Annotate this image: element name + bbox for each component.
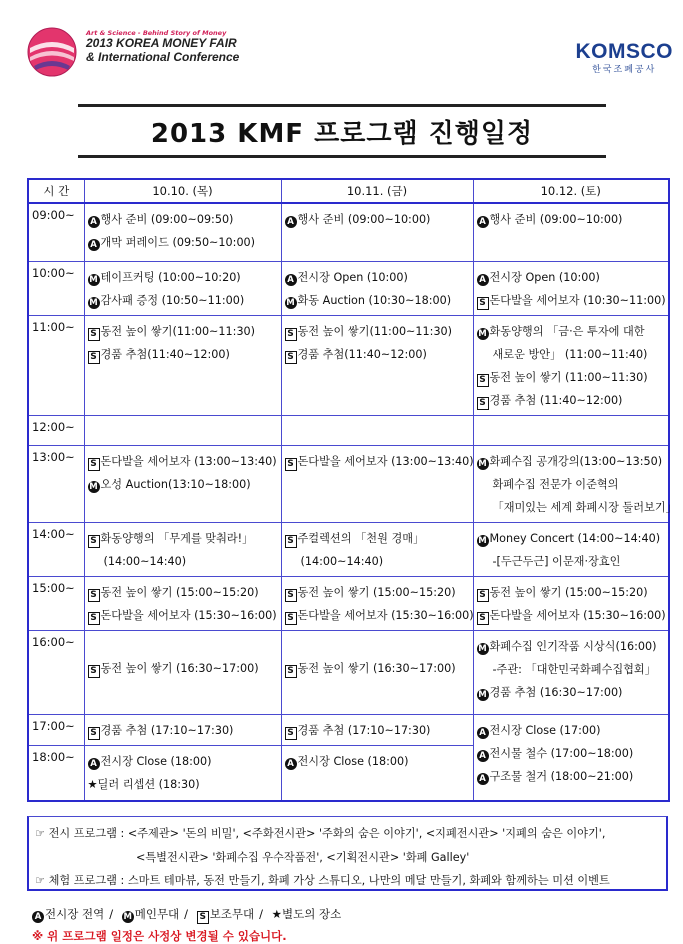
event-cell-d3 (473, 445, 677, 522)
sub-stage-marker-icon: S (88, 589, 100, 602)
event-item (477, 635, 666, 658)
title-box (78, 104, 606, 158)
legend-sub-stage: 보조무대 (209, 907, 255, 921)
event-text: 돈다발을 세어보자 (10:30~11:00) (489, 293, 666, 307)
event-text: 화폐수집 공개강의(13:00~13:50) (489, 454, 663, 468)
time-cell: 17:00~ (28, 714, 84, 745)
event-text: 경품 추첨 (11:40~12:00) (489, 393, 623, 407)
event-text: 화동양행의 「금·은 투자에 대한 (489, 324, 645, 338)
fair-title-line2: & International Conference (86, 50, 240, 65)
event-text: 경품 추첨 (17:10~17:30) (297, 723, 431, 737)
event-item (285, 208, 470, 231)
event-text: 전시장 Close (17:00) (489, 723, 601, 737)
sub-stage-marker-icon: S (285, 351, 297, 364)
event-item (88, 550, 278, 573)
event-cell-d1 (84, 315, 281, 415)
event-text: Money Concert (14:00~14:40) (489, 531, 661, 545)
event-cell-d3 (473, 522, 669, 576)
event-item (88, 343, 278, 366)
main-stage-marker-icon: M (286, 297, 295, 308)
event-text: 돈다발을 세어보자 (15:30~16:00) (489, 608, 666, 622)
sub-stage-marker-icon: S (88, 612, 100, 625)
event-text: 행사 준비 (09:00~10:00) (489, 213, 623, 226)
event-cell-d3 (473, 261, 669, 315)
sub-stage-marker-icon: S (477, 374, 489, 387)
event-cell-d3 (473, 630, 669, 714)
event-cell-d1 (84, 630, 281, 714)
event-cell-d2 (281, 576, 473, 630)
table-header-row (28, 179, 669, 203)
komsco-wordmark: KOMSCO (575, 40, 673, 63)
event-text: 돈다발을 세어보자 (15:30~16:00) (297, 608, 474, 622)
event-item (477, 473, 666, 496)
note-exhibition-cont: <특별전시관> '화폐수집 우수작품전', <기획전시관> '화폐 Galley' (136, 851, 470, 864)
event-item (285, 343, 470, 366)
header-day1: 10.10. (목) (84, 179, 281, 203)
legend-separate-place: ★별도의 장소 (271, 907, 342, 921)
event-item (477, 742, 666, 765)
event-item (88, 719, 278, 742)
schedule-change-warning: ※ 위 프로그램 일정은 사정상 변경될 수 있습니다. (32, 929, 287, 943)
event-text: 경품 추첨 (17:10~17:30) (100, 723, 234, 737)
schedule-body (28, 203, 677, 801)
event-cell-d1 (84, 203, 281, 261)
event-cell-d2 (281, 315, 473, 415)
event-item (477, 289, 666, 312)
event-text: 구조물 철거 (18:00~21:00) (489, 769, 634, 783)
event-text: 돈다발을 세어보자 (15:30~16:00) (100, 608, 277, 622)
event-cell-d2 (281, 630, 473, 714)
title-rule-top (78, 104, 606, 107)
sub-stage-marker-icon: S (285, 665, 297, 678)
event-text: -주관: 「대한민국화폐수집협회」 (492, 662, 656, 676)
event-text: 새로운 방안」 (11:00~11:40) (492, 347, 648, 361)
event-item (477, 266, 666, 289)
sub-stage-marker-icon: S (477, 589, 489, 602)
event-cell-d2 (281, 445, 473, 522)
event-cell-d1 (84, 445, 281, 522)
note-exhibition: ☞ 전시 프로그램 : <주제관> '돈의 비밀', <주화전시관> '주화의 숨은 이야기', <지폐전시관> '지폐의 숨은 이야기', (35, 827, 606, 840)
event-cell-d2 (281, 261, 473, 315)
komsco-korean-name: 한국조폐공사 (592, 65, 657, 75)
time-cell: 09:00~ (28, 203, 84, 261)
legend-all-area: 전시장 전역 (45, 907, 105, 921)
header-time: 시 간 (28, 179, 84, 203)
event-text: 전시장 Open (10:00) (297, 270, 408, 284)
area-all-marker-icon: A (477, 216, 489, 228)
event-text: 주컬렉션의 「천원 경매」 (297, 531, 425, 545)
event-item (285, 320, 470, 343)
event-item (477, 658, 666, 681)
time-cell: 18:00~ (28, 745, 84, 801)
event-text: 돈다발을 세어보자 (13:00~13:40) (100, 454, 277, 468)
event-item (477, 550, 666, 573)
event-cell-d1 (84, 415, 281, 445)
event-text: 동전 높이 쌓기 (16:30~17:00) (100, 661, 259, 675)
fair-title-line1: 2013 KOREA MONEY FAIR (86, 36, 237, 51)
sub-stage-marker-icon: S (88, 665, 100, 678)
event-item (88, 581, 278, 604)
event-item (285, 604, 474, 627)
sub-stage-marker-icon: S (285, 589, 297, 602)
event-item (88, 320, 278, 343)
event-cell-d3 (473, 415, 669, 445)
table-row (28, 315, 669, 415)
sub-stage-marker-icon: S (88, 535, 100, 548)
table-row (28, 261, 669, 315)
sub-stage-marker-icon: S (88, 458, 100, 471)
event-cell-d2 (281, 745, 473, 801)
event-item (477, 208, 666, 231)
time-cell: 12:00~ (28, 415, 84, 445)
event-item (88, 473, 278, 496)
event-item (88, 773, 278, 796)
star-icon: ★ (87, 777, 98, 791)
sub-stage-marker-icon: S (285, 458, 297, 471)
event-item (88, 289, 278, 312)
event-item (477, 581, 666, 604)
sub-stage-marker-icon: S (285, 535, 297, 548)
table-row (28, 714, 669, 745)
event-text: 화동양행의 「무게를 맞춰라!」 (100, 531, 254, 545)
table-row (28, 630, 669, 714)
sub-stage-marker-icon: S (477, 612, 489, 625)
note-experience: ☞ 체험 프로그램 : 스마트 테마뷰, 동전 만들기, 화폐 가상 스튜디오, 나만의 메달 만들기, 화폐와 함께하는 미션 이벤트 (35, 874, 610, 887)
header-day3: 10.12. (토) (473, 179, 669, 203)
event-cell-d3 (473, 315, 669, 415)
event-text: 전시장 Close (18:00) (297, 754, 409, 768)
legend: A 전시장 전역 / M 메인무대 / S 보조무대 / ★별도의 장소 (32, 906, 341, 924)
event-text: 화폐수집 전문가 이준혁의 (492, 477, 619, 491)
sub-stage-marker-icon: S (88, 727, 100, 740)
time-cell: 10:00~ (28, 261, 84, 315)
komsco-logo (576, 40, 674, 75)
schedule-table (27, 178, 677, 802)
event-text: 동전 높이 쌓기 (15:00~15:20) (297, 585, 456, 599)
event-item (477, 719, 666, 742)
main-stage-marker-icon: M (478, 328, 487, 339)
legend-main-stage: 메인무대 (134, 907, 180, 921)
event-item (477, 681, 666, 704)
event-text: 전시장 Open (10:00) (489, 270, 600, 284)
event-item (285, 527, 470, 550)
time-cell: 13:00~ (28, 445, 84, 522)
main-stage-marker-icon: M (123, 912, 132, 922)
event-text: 「재미있는 세계 화폐시장 둘러보기」 (492, 500, 677, 514)
sub-stage-marker-icon: S (197, 911, 209, 924)
sub-stage-marker-icon: S (477, 297, 489, 310)
main-stage-marker-icon: M (478, 535, 487, 546)
event-item (477, 765, 666, 788)
event-text: (14:00~14:40) (103, 554, 187, 568)
event-item (285, 750, 470, 773)
event-text: 돈다발을 세어보자 (13:00~13:40) (297, 454, 474, 468)
sub-stage-marker-icon: S (285, 727, 297, 740)
event-item (285, 550, 470, 573)
main-stage-marker-icon: M (478, 689, 487, 700)
event-item (88, 604, 278, 627)
event-text: 행사 준비 (09:00~10:00) (297, 213, 431, 226)
event-item (477, 496, 677, 519)
event-item (477, 320, 666, 343)
event-text: 경품 추첨(11:40~12:00) (100, 347, 230, 361)
event-item (88, 208, 278, 231)
event-text: 동전 높이 쌓기(11:00~11:30) (100, 324, 256, 338)
header-day2: 10.11. (금) (281, 179, 473, 203)
event-item (477, 343, 666, 366)
event-text: 화동 Auction (10:30~18:00) (297, 293, 452, 307)
event-text: 동전 높이 쌓기(11:00~11:30) (297, 324, 453, 338)
header (0, 0, 683, 92)
event-item (285, 657, 470, 680)
event-text: 테이프커팅 (10:00~10:20) (100, 270, 241, 284)
table-row (28, 203, 669, 261)
area-all-marker-icon: A (32, 911, 44, 923)
event-cell-d3 (473, 203, 669, 261)
event-cell-d2 (281, 714, 473, 745)
table-row (28, 415, 669, 445)
event-cell-d1 (84, 745, 281, 801)
event-text: 동전 높이 쌓기 (15:00~15:20) (100, 585, 259, 599)
time-cell: 15:00~ (28, 576, 84, 630)
event-text: 동전 높이 쌓기 (15:00~15:20) (489, 585, 648, 599)
area-all-marker-icon: A (285, 274, 297, 286)
title-rule-bottom (78, 155, 606, 158)
sub-stage-marker-icon: S (477, 397, 489, 410)
event-text: (14:00~14:40) (300, 554, 384, 568)
event-item (88, 657, 278, 680)
event-cell-d1 (84, 261, 281, 315)
area-all-marker-icon: A (477, 750, 489, 762)
table-row (28, 576, 669, 630)
kmf-logo-icon (26, 26, 78, 78)
area-all-marker-icon: A (88, 216, 100, 228)
event-cell-d1 (84, 522, 281, 576)
time-cell: 14:00~ (28, 522, 84, 576)
event-cell-d3 (473, 714, 669, 801)
event-text: 오성 Auction(13:10~18:00) (100, 477, 251, 491)
event-text: 경품 추첨 (16:30~17:00) (489, 685, 623, 699)
event-text: 감사패 증정 (10:50~11:00) (100, 293, 245, 307)
event-item (477, 527, 666, 550)
event-item (88, 231, 278, 254)
main-stage-marker-icon: M (89, 481, 98, 492)
time-cell: 11:00~ (28, 315, 84, 415)
table-row (28, 522, 669, 576)
area-all-marker-icon: A (285, 758, 297, 770)
table-row (28, 445, 669, 522)
fair-tagline: Art & Science - Behind Story of Money (86, 29, 227, 37)
event-cell-d2 (281, 203, 473, 261)
event-text: 전시장 Close (18:00) (100, 754, 212, 768)
event-cell-d2 (281, 522, 473, 576)
sub-stage-marker-icon: S (285, 612, 297, 625)
main-stage-marker-icon: M (478, 643, 487, 654)
main-stage-marker-icon: M (89, 274, 98, 285)
event-text: -[두근두근] 이문재·장효인 (492, 554, 621, 568)
area-all-marker-icon: A (477, 773, 489, 785)
event-text: 경품 추첨(11:40~12:00) (297, 347, 427, 361)
event-text: 동전 높이 쌓기 (11:00~11:30) (489, 370, 648, 384)
event-text: 화폐수집 인기작품 시상식(16:00) (489, 639, 657, 653)
event-text: 행사 준비 (09:00~09:50) (100, 213, 234, 226)
sub-stage-marker-icon: S (88, 328, 100, 341)
page-title: 2013 KMF 프로그램 진행일정 (150, 119, 534, 149)
area-all-marker-icon: A (88, 239, 100, 251)
event-cell-d1 (84, 576, 281, 630)
area-all-marker-icon: A (477, 274, 489, 286)
event-item (88, 527, 278, 550)
event-item (88, 266, 278, 289)
fair-text (86, 30, 239, 65)
event-text: 동전 높이 쌓기 (16:30~17:00) (297, 661, 456, 675)
event-item (285, 581, 470, 604)
event-item (285, 266, 470, 289)
event-item (477, 389, 666, 412)
event-cell-d3 (473, 576, 669, 630)
event-text: 전시물 철수 (17:00~18:00) (489, 746, 634, 760)
program-notes (27, 816, 668, 891)
area-all-marker-icon: A (88, 758, 100, 770)
event-cell-d1 (84, 714, 281, 745)
event-item (88, 450, 278, 473)
event-text: 개막 퍼레이드 (09:50~10:00) (100, 236, 256, 249)
event-item (477, 450, 666, 473)
sub-stage-marker-icon: S (285, 328, 297, 341)
time-cell: 16:00~ (28, 630, 84, 714)
event-text: 딜러 리셉션 (18:30) (97, 777, 200, 791)
event-item (285, 450, 474, 473)
event-item (285, 289, 470, 312)
event-item (477, 366, 666, 389)
event-item (477, 604, 666, 627)
event-item (88, 750, 278, 773)
main-stage-marker-icon: M (478, 458, 487, 469)
event-item (285, 719, 470, 742)
area-all-marker-icon: A (477, 727, 489, 739)
area-all-marker-icon: A (285, 216, 297, 228)
event-cell-d2 (281, 415, 473, 445)
sub-stage-marker-icon: S (88, 351, 100, 364)
main-stage-marker-icon: M (89, 297, 98, 308)
